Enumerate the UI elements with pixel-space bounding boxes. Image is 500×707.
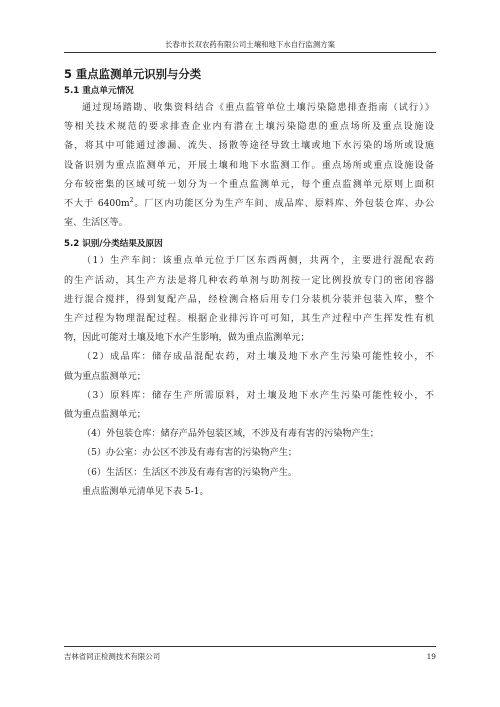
text-line: 进行混合搅拌，得到复配产品，经检测合格后用专门分装机分装并包装入库，整个 <box>64 294 434 305</box>
area-superscript: 2 <box>129 196 134 204</box>
text-line: （6）生活区：生活区不涉及有毒有害的污染物产生。 <box>82 467 297 478</box>
text-line: 物，因此可能对土壤及地下水产生影响，做为重点监测单元； <box>64 333 310 344</box>
text-line: （3）原料库：储存生产所需原料，对土壤及地下水产生污染可能性较小，不 <box>82 390 434 401</box>
footer-rule <box>64 646 436 647</box>
section-heading: 5 重点监测单元识别与分类 <box>64 67 202 81</box>
text-line: 重点监测单元清单见下表 5-1。 <box>82 486 209 497</box>
text-line: 设备识别为重点监测单元，开展土壤和地下水监测工作。重点场所或重点设施设备 <box>64 160 434 171</box>
text-line: （4）外包装仓库：储存产品外包装区域，不涉及有毒有害的污染物产生； <box>82 429 379 440</box>
header-rule <box>64 52 436 53</box>
text-line: 做为重点监测单元； <box>64 371 146 382</box>
text-line: （5）办公室：办公区不涉及有毒有害的污染物产生； <box>82 448 297 459</box>
text-line: 分布较密集的区域可统一划分为一个重点监测单元，每个重点监测单元原则上面积 <box>64 179 434 190</box>
subsection-heading-5-2: 5.2 识别/分类结果及原因 <box>64 239 163 250</box>
text-line: （1）生产车间：该重点单元位于厂区东西两侧，共两个，主要进行混配农药 <box>82 256 434 267</box>
area-text: 不大于 6400m <box>64 199 130 210</box>
text-line-area <box>64 195 434 214</box>
text-line: （2）成品库：储存成品混配农药，对土壤及地下水产生污染可能性较小，不 <box>82 352 434 363</box>
text-line: 做为重点监测单元； <box>64 410 146 421</box>
footer-company: 吉林省同正检测技术有限公司 <box>64 652 161 661</box>
page-footer <box>64 652 436 662</box>
subsection-heading-5-1: 5.1 重点单元情况 <box>64 86 134 96</box>
page-content <box>64 62 434 502</box>
text-line: 备，将其中可能通过渗漏、流失、扬散等途径导致土壤或地下水污染的场所或设施 <box>64 141 434 152</box>
text-line: 生产过程为物理混配过程。根据企业排污许可可知，其生产过程中产生挥发性有机 <box>64 314 434 325</box>
text-line: 等相关技术规范的要求排查企业内有潜在土壤污染隐患的重点场所及重点设施设 <box>64 122 434 133</box>
area-text-rest: 。厂区内功能区分为生产车间、成品库、原料库、外包装仓库、办公 <box>133 199 434 210</box>
paragraph-5-1 <box>64 99 434 233</box>
text-line: 室、生活区等。 <box>64 218 128 229</box>
page-header: 长春市长双农药有限公司土壤和地下水自行监测方案 <box>165 40 335 49</box>
text-line: 的生产活动，其生产方法是将几种农药单剂与助剂按一定比例投放专门的密闭容器 <box>64 275 434 286</box>
text-line: 通过现场踏勘、收集资料结合《重点监管单位土壤污染隐患排查指南（试行）》 <box>82 103 434 113</box>
page-number: 19 <box>426 652 436 661</box>
paragraph-5-2 <box>64 252 434 502</box>
